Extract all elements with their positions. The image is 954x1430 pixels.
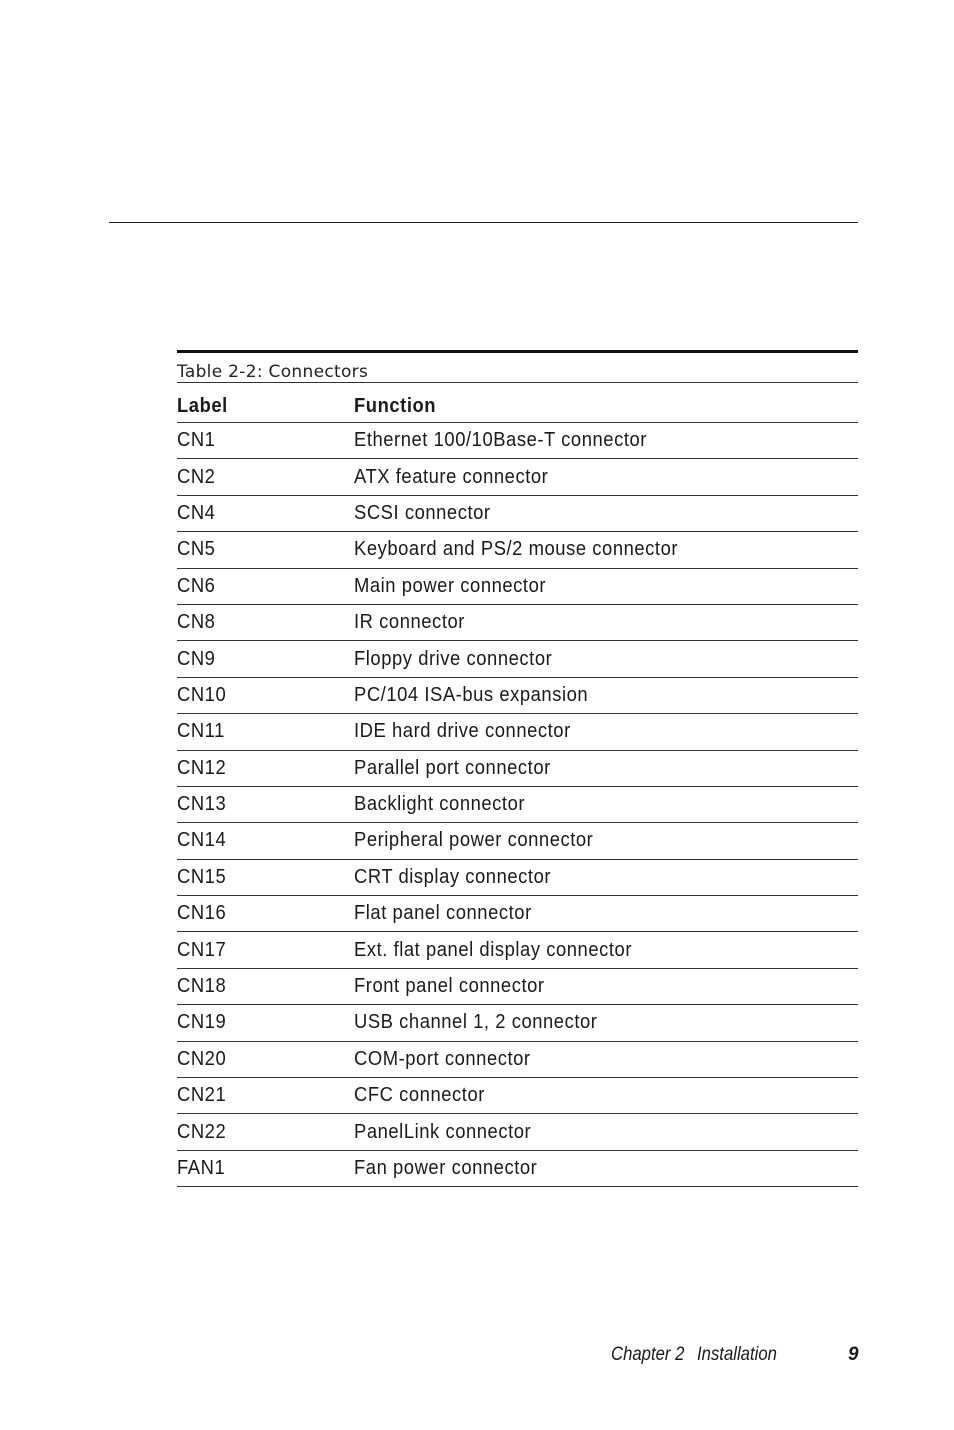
- row-function: Backlight connector: [354, 793, 526, 816]
- table-row: [177, 1114, 858, 1150]
- row-function: Keyboard and PS/2 mouse connector: [354, 538, 679, 561]
- row-label: CN15: [177, 865, 227, 888]
- row-label: CN21: [177, 1084, 227, 1107]
- row-function: Front panel connector: [354, 975, 545, 998]
- row-label: CN14: [177, 829, 227, 852]
- row-function: PC/104 ISA-bus expansion: [354, 683, 589, 706]
- row-function: Parallel port connector: [354, 756, 551, 779]
- table-caption: Table 2-2: Connectors: [177, 350, 858, 383]
- table-row: [177, 423, 858, 459]
- table-row: [177, 1151, 858, 1187]
- table-row: [177, 678, 858, 714]
- row-function: Flat panel connector: [354, 902, 532, 925]
- row-label: CN17: [177, 938, 227, 961]
- row-function: Fan power connector: [354, 1157, 538, 1179]
- row-function: CFC connector: [354, 1084, 485, 1107]
- row-label: CN10: [177, 683, 227, 706]
- row-label: CN20: [177, 1047, 227, 1070]
- page-footer: [0, 1344, 954, 1368]
- row-label: CN13: [177, 793, 227, 816]
- row-label: CN18: [177, 975, 227, 998]
- table-row: [177, 714, 858, 750]
- row-label: CN16: [177, 902, 227, 925]
- table-row: [177, 823, 858, 859]
- table-header-row: [177, 383, 858, 423]
- row-label: CN12: [177, 756, 227, 779]
- table-row: [177, 496, 858, 532]
- row-label: CN11: [177, 720, 225, 743]
- row-function: USB channel 1, 2 connector: [354, 1011, 598, 1034]
- row-label: CN19: [177, 1011, 227, 1034]
- row-label: CN4: [177, 501, 216, 524]
- header-function: Function: [354, 395, 437, 417]
- page-number: 9: [848, 1344, 859, 1365]
- footer-chapter: Chapter 2: [611, 1344, 685, 1365]
- row-label: CN22: [177, 1120, 227, 1143]
- top-divider: [109, 222, 858, 223]
- row-function: Ethernet 100/10Base-T connector: [354, 429, 647, 452]
- table-row: [177, 751, 858, 787]
- row-label: CN2: [177, 465, 216, 488]
- row-function: COM-port connector: [354, 1047, 531, 1070]
- row-function: IDE hard drive connector: [354, 720, 571, 743]
- table-row: [177, 532, 858, 568]
- row-function: Ext. flat panel display connector: [354, 938, 633, 961]
- table-row: [177, 969, 858, 1005]
- row-label: CN5: [177, 538, 216, 561]
- row-function: Peripheral power connector: [354, 829, 594, 852]
- row-function: CRT display connector: [354, 865, 552, 888]
- row-function: SCSI connector: [354, 501, 491, 524]
- table-row: [177, 1005, 858, 1041]
- table-row: [177, 1078, 858, 1114]
- table-row: [177, 860, 858, 896]
- footer-section: Installation: [697, 1344, 777, 1365]
- table-row: [177, 896, 858, 932]
- row-label: CN8: [177, 611, 216, 634]
- row-function: PanelLink connector: [354, 1120, 532, 1143]
- table-body: [177, 423, 858, 1187]
- row-function: Main power connector: [354, 574, 547, 597]
- table-row: [177, 787, 858, 823]
- row-function: ATX feature connector: [354, 465, 549, 488]
- table-row: [177, 932, 858, 968]
- row-function: Floppy drive connector: [354, 647, 553, 670]
- connectors-table: [177, 350, 858, 1187]
- row-label: CN9: [177, 647, 216, 670]
- row-label: FAN1: [177, 1157, 226, 1179]
- table-row: [177, 605, 858, 641]
- table-row: [177, 459, 858, 495]
- table-row: [177, 1042, 858, 1078]
- header-label: Label: [177, 395, 228, 417]
- row-label: CN6: [177, 574, 216, 597]
- table-row: [177, 641, 858, 677]
- row-function: IR connector: [354, 611, 465, 634]
- row-label: CN1: [177, 429, 216, 452]
- table-row: [177, 569, 858, 605]
